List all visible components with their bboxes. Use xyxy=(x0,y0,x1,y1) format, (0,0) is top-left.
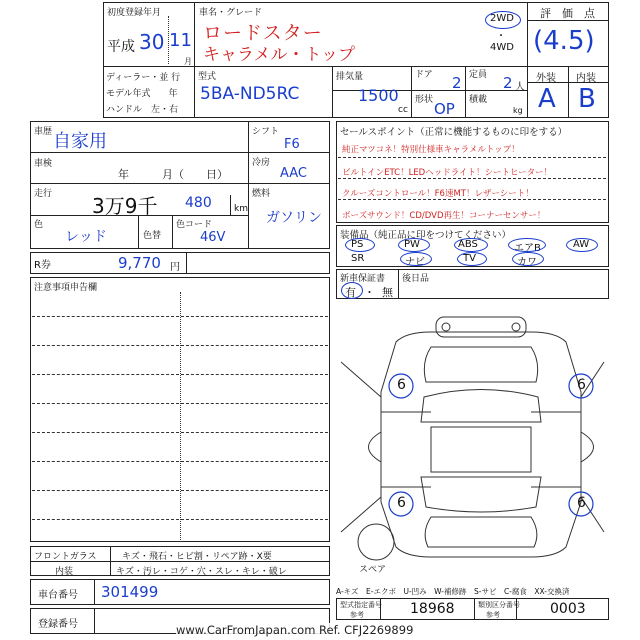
sales-item: ビルトインETC！LEDヘッドライト！シートヒーター！ xyxy=(342,168,553,178)
capacity-label: 定員 xyxy=(469,70,488,80)
interior-grade: B xyxy=(578,84,596,114)
recycle-frame xyxy=(30,252,330,274)
eval-label: 評 価 点 xyxy=(540,7,595,20)
car-body-diagram xyxy=(336,302,609,582)
shift: F6 xyxy=(284,137,300,152)
equip-leather-circle xyxy=(512,252,544,266)
damage-mark-front-left: 6 xyxy=(397,377,406,393)
capacity-unit: 人 xyxy=(515,82,525,93)
ref-label-1: 参考 xyxy=(350,611,364,619)
equip-pw-circle xyxy=(398,238,430,252)
model-type-label: 型式 xyxy=(198,72,217,82)
shape: OP xyxy=(434,100,455,118)
fuel: ガソリン xyxy=(266,210,322,226)
car-name-label: 車名・グレード xyxy=(199,8,263,18)
equip-abs-circle xyxy=(454,238,488,252)
damage-mark-rear-left: 6 xyxy=(397,495,406,511)
equip-ps: PS xyxy=(351,239,364,250)
interior-cond-label: 内装 xyxy=(55,567,74,577)
interior-cond-value: キズ・汚レ・コゲ・穴・スレ・キレ・破レ xyxy=(116,567,287,577)
reg-number-label: 登録番号 xyxy=(38,619,78,630)
warranty-label: 新車保証書 xyxy=(340,274,386,284)
equip-ps-circle xyxy=(345,238,375,252)
class-number: 0003 xyxy=(550,601,586,617)
warranty-no: 無 xyxy=(382,286,393,299)
equip-leather: カワ xyxy=(517,257,537,268)
warranty-sep: ・ xyxy=(364,286,375,299)
mileage: 3万9千 xyxy=(92,194,158,218)
notes-label: 注意事項申告欄 xyxy=(34,283,98,293)
yen-unit: 円 xyxy=(170,262,180,273)
front-glass-value: キズ・飛石・ヒビ割・リペア跡・X要 xyxy=(122,552,272,562)
usage: 自家用 xyxy=(53,131,107,152)
color: レッド xyxy=(65,229,107,245)
usage-label: 車歴 xyxy=(34,127,53,137)
exterior-label: 外装 xyxy=(536,73,556,84)
reg-year: 30 xyxy=(139,30,165,54)
equip-tv: TV xyxy=(463,253,476,264)
color-type-label: 色替 xyxy=(143,231,162,241)
ac: AAC xyxy=(280,166,307,181)
color-code-label: 色コード xyxy=(176,220,213,230)
load-label: 積載 xyxy=(469,95,488,105)
dealer-label: ディーラー・並 行 xyxy=(106,73,181,83)
cc-unit: cc xyxy=(398,105,408,115)
eval-score: (4.5) xyxy=(533,26,595,56)
equip-pw: PW xyxy=(404,239,420,250)
watermark: www.CarFromJapan.com Ref. CFJ2269899 xyxy=(176,623,414,637)
shape-label: 形状 xyxy=(415,95,434,105)
sales-item: クルーズコントロール！F6速MT！レザーシート！ xyxy=(342,189,534,199)
chassis-number: 301499 xyxy=(101,583,159,601)
color-label: 色 xyxy=(34,220,44,230)
color-code: 46V xyxy=(200,230,226,245)
later-items-label: 後日品 xyxy=(402,274,430,284)
damage-mark-front-right: 6 xyxy=(577,377,586,393)
capacity: 2 xyxy=(503,74,513,92)
recycle-label: R券 xyxy=(34,260,51,271)
warranty-yes: 有 xyxy=(345,286,356,299)
first-reg-label: 初度登録年月 xyxy=(107,8,162,18)
model-year-label: モデル年式 年 xyxy=(106,89,178,99)
model-designation: 18968 xyxy=(410,601,455,617)
damage-mark-rear-right: 6 xyxy=(577,495,586,511)
sales-title: セールスポイント（正常に機能するものに印をする） xyxy=(340,127,568,138)
interior-label: 内装 xyxy=(576,73,596,84)
ac-label: 冷房 xyxy=(252,158,271,168)
door-label: ドア xyxy=(415,70,433,80)
doors: 2 xyxy=(452,74,462,92)
model-designation-label: 型式指定番号 xyxy=(340,601,382,609)
car-name: ロードスター xyxy=(203,22,323,44)
reg-month: 11 xyxy=(169,30,192,51)
equip-airbag: エアB xyxy=(514,243,541,254)
era: 平成 xyxy=(107,39,135,55)
mileage-extra: 480 xyxy=(185,195,212,211)
equipment-title: 装備品（純正品に印をつけてください） xyxy=(340,230,512,241)
sales-item: 純正マツコネ！特別仕様車キャラメルトップ！ xyxy=(342,145,520,155)
drive-dot: ・ xyxy=(496,31,506,42)
class-label: 類別区分番号 xyxy=(478,601,520,609)
kg-unit: kg xyxy=(513,106,523,115)
sales-item: ボーズサウンド！CD/DVD再生！コーナーセンサー！ xyxy=(342,211,546,221)
damage-legend: A-キズ E-エクボ U-凹み W-補修跡 S-サビ C-腐食 XX-交換済 xyxy=(336,587,570,596)
displacement-label: 排気量 xyxy=(336,72,364,82)
drive-4wd: 4WD xyxy=(490,42,514,53)
drive-2wd: 2WD xyxy=(490,13,514,24)
shift-label: シフト xyxy=(252,127,280,137)
equip-aw-circle xyxy=(566,238,598,252)
km-unit: km xyxy=(234,204,248,214)
ref-label-2: 参考 xyxy=(486,611,500,619)
model-type: 5BA-ND5RC xyxy=(200,84,300,104)
recycle: 9,770 xyxy=(118,254,161,272)
front-glass-label: フロントガラス xyxy=(34,552,97,562)
equip-abs: ABS xyxy=(458,239,478,250)
equip-navi: ナビ xyxy=(405,257,425,268)
warranty-yes-circle xyxy=(341,282,363,299)
month-unit: 月 xyxy=(184,57,192,66)
equip-airbag-circle xyxy=(508,238,546,252)
fuel-label: 燃料 xyxy=(252,189,271,199)
exterior-grade: A xyxy=(538,84,556,114)
spare-label: スペア xyxy=(359,565,387,575)
equip-aw: AW xyxy=(573,239,590,250)
inspection-label: 車検 xyxy=(34,159,53,169)
equip-navi-circle xyxy=(400,252,432,266)
chassis-label: 車台番号 xyxy=(38,590,78,601)
handle-label: ハンドル 左・右 xyxy=(106,105,179,115)
mileage-label: 走行 xyxy=(34,189,53,199)
displacement: 1500 xyxy=(358,86,399,105)
inspection-value: 年 月（ 日） xyxy=(118,168,228,181)
equip-sr: SR xyxy=(351,253,365,264)
car-grade: キャラメル・トップ xyxy=(203,45,355,65)
equip-tv-circle xyxy=(457,252,487,266)
